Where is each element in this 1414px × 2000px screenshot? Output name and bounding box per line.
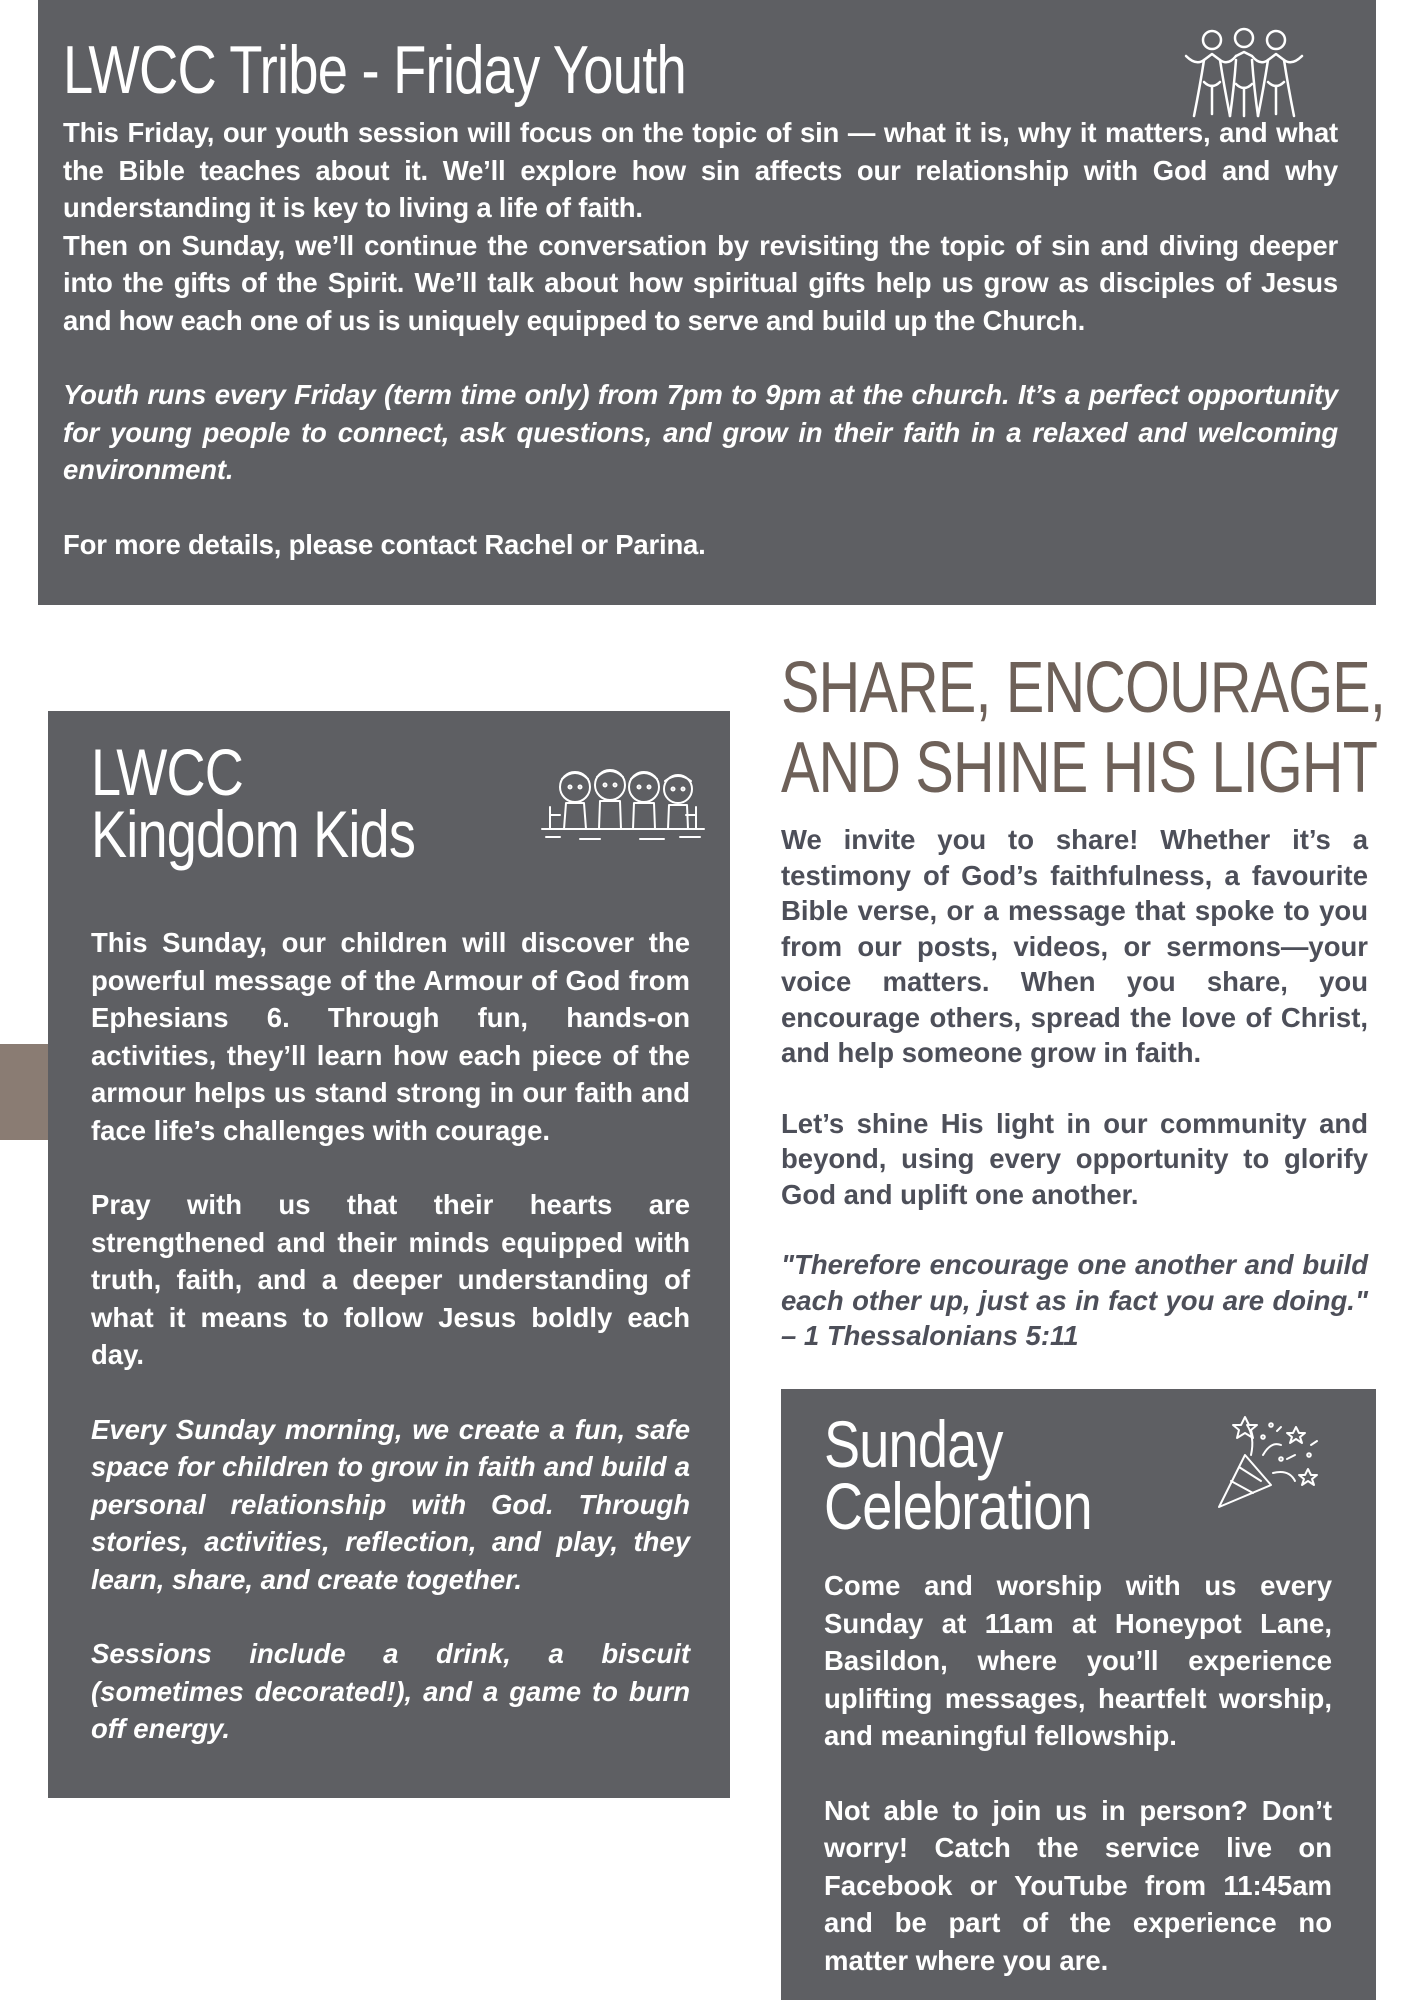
youth-section: [38, 0, 1376, 605]
youth-paragraph: This Friday, our youth session will focus on the topic of sin — what it is, why it matters, and what the Bible teaches about it. We’ll explore how sin affects our relationship with God and why understanding it is key to living a life of faith.: [63, 117, 1338, 223]
share-quote: "Therefore encourage one another and build each other up, just as in fact you are doing." – 1 Thessalonians 5:11: [781, 1249, 1368, 1351]
kids-title-line1: LWCC: [91, 735, 244, 809]
kids-paragraph: Every Sunday morning, we create a fun, safe space for children to grow in faith and build a personal relationship with God. Through stories, activities, reflection, and play, they learn, share, and create together.: [91, 1413, 690, 1595]
youth-contact: For more details, please contact Rachel or Parina.: [63, 528, 706, 560]
youth-schedule: Youth runs every Friday (term time only) from 7pm to 9pm at the church. It’s a perfect opportunity for young people to connect, ask questions, and grow in their faith in a relaxed and welcoming environment.: [63, 379, 1338, 485]
side-accent-bar: [0, 1044, 48, 1140]
sunday-paragraph: Come and worship with us every Sunday at 11am at Honeypot Lane, Basildon, where you’ll experience uplifting messages, heartfelt worship, and meaningful fellowship.: [824, 1570, 1332, 1751]
share-title-line2: AND SHINE HIS LIGHT: [781, 728, 1378, 808]
kids-paragraph: Sessions include a drink, a biscuit (sometimes decorated!), and a game to burn off energy.: [91, 1638, 690, 1744]
kids-section: [48, 711, 730, 1798]
children-icon: [540, 763, 706, 845]
share-title: [781, 648, 1386, 808]
sunday-title-line1: Sunday: [824, 1407, 1003, 1481]
youth-paragraph: Then on Sunday, we’ll continue the conversation by revisiting the topic of sin and diving deeper into the gifts of the Spirit. We’ll talk about how spiritual gifts help us grow as disciples of Jesus and how each one of us is uniquely equipped to serve and build up the Church.: [63, 229, 1338, 336]
sunday-paragraph: Not able to join us in person? Don’t worry! Catch the service live on Facebook or YouTube from 11:45am and be part of the experience no matter where you are.: [824, 1794, 1332, 1976]
party-popper-icon: [1211, 1415, 1331, 1515]
sunday-title: [824, 1407, 1241, 1543]
kids-paragraph: This Sunday, our children will discover the powerful message of the Armour of God from Ephesians 6. Through fun, hands-on activities, they’ll learn how each piece of the armour helps us stand strong in our faith and face life’s challenges with courage.: [91, 927, 690, 1146]
share-title-line1: SHARE, ENCOURAGE,: [781, 648, 1386, 728]
sunday-section: [781, 1389, 1376, 2000]
kids-title: [91, 735, 582, 871]
share-section: [781, 648, 1386, 1354]
kids-title-line2: Kingdom Kids: [91, 797, 416, 871]
youth-title: LWCC Tribe - Friday Youth: [63, 32, 686, 108]
share-paragraph: Let’s shine His light in our community and beyond, using every opportunity to glorify God and uplift one another.: [781, 1107, 1368, 1210]
kids-paragraph: Pray with us that their hearts are strengthened and their minds equipped with truth, faith, and a deeper understanding of what it means to follow Jesus boldly each day.: [91, 1189, 690, 1370]
sunday-title-line2: Celebration: [824, 1469, 1092, 1543]
share-paragraph: We invite you to share! Whether it’s a testimony of God’s faithfulness, a favourite Bible verse, or a message that spoke to you from our posts, videos, or sermons—your voice matters. When you share, you encourage others, spread the love of Christ, and help someone grow in faith.: [781, 824, 1368, 1068]
youth-group-icon: [1182, 26, 1306, 122]
